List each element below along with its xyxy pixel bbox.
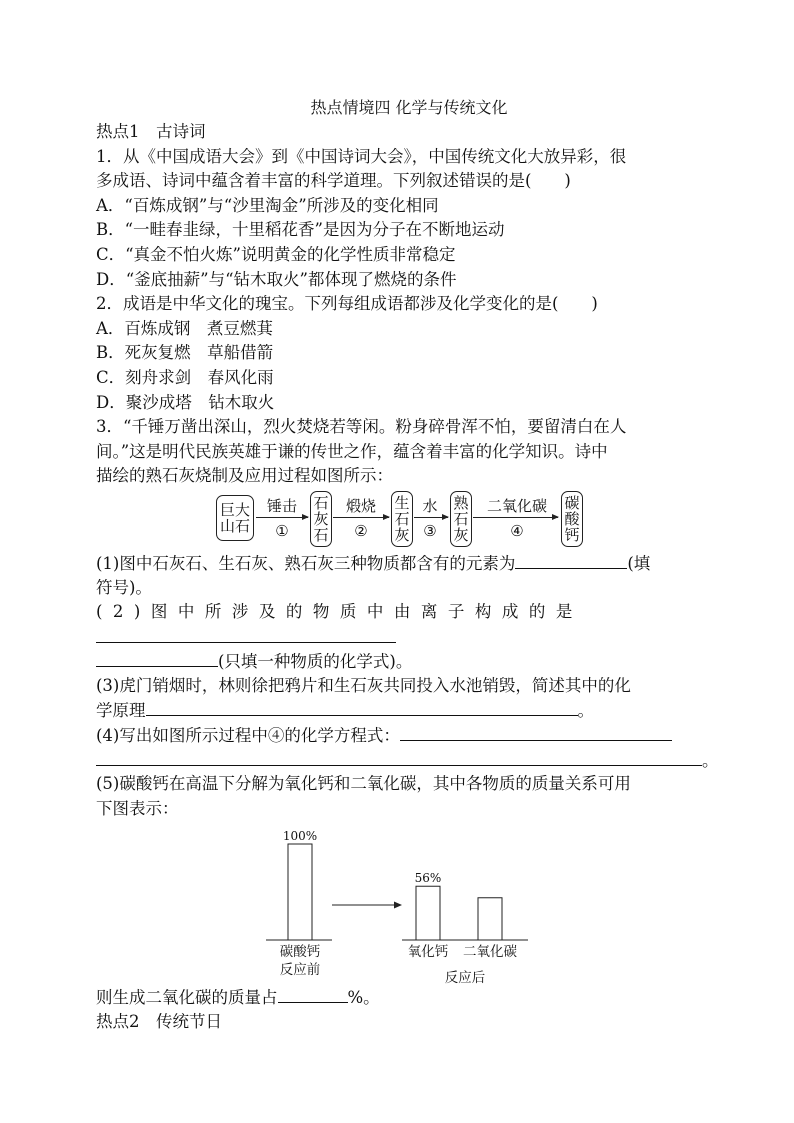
category-label: 碳酸钙 (279, 944, 321, 961)
answer-blank-5[interactable] (278, 985, 348, 1003)
question-text: (4)写出如图所示过程中④的化学方程式： (96, 726, 400, 746)
mass-bar-chart (96, 823, 712, 985)
answer-blank-3[interactable] (146, 698, 578, 716)
step-3-number: ③ (423, 521, 437, 540)
answer-blank-4b[interactable] (96, 748, 702, 766)
flow-box-calcium-carbonate (561, 491, 583, 547)
step-1-label: 锤击 (266, 496, 297, 515)
worksheet (96, 96, 719, 1035)
category-label: 氧化钙 (407, 944, 449, 961)
flow-box-limestone (310, 491, 332, 547)
question-text: (填 (627, 553, 651, 573)
bar-1 (416, 887, 440, 941)
q3-part-4 (96, 723, 712, 748)
q3-stem-line-3: 描绘的熟石灰烧制及应用过程如图所示： (96, 466, 393, 486)
page-title: 热点情境四 化学与传统文化 (310, 98, 508, 117)
box-text: 山石 (219, 516, 250, 535)
q1-option-c: C．“真金不怕火炼”说明黄金的化学性质非常稳定 (96, 244, 456, 264)
step-4-number: ④ (510, 521, 524, 540)
q3-part-3: (3)虎门销烟时，林则徐把鸦片和生石灰共同投入水池销毁，简述其中的化 (96, 675, 631, 695)
mass-chart-svg (96, 823, 712, 985)
q2-option-b: B．死灰复燃 草船借箭 (96, 343, 274, 363)
q3-part-4-cont (96, 748, 719, 773)
group-label-before: 反应前 (279, 962, 321, 979)
q3-stem-line-1: 3．“千锤万凿出深山，烈火焚烧若等闲。粉身碎骨浑不怕，要留清白在人 (96, 417, 627, 437)
box-text: 灰 (394, 525, 410, 544)
answer-blank-2[interactable] (96, 625, 396, 643)
bar-2 (478, 898, 502, 940)
step-2-arrow (333, 517, 389, 518)
reaction-arrow-head (394, 902, 402, 909)
answer-blank-4[interactable] (400, 723, 672, 741)
step-4-label: 二氧化碳 (486, 496, 547, 515)
section-heading-1: 热点1 古诗词 (96, 122, 206, 141)
box-text: 钙 (564, 525, 580, 544)
q3-part-1-cont: 符号)。 (96, 577, 152, 597)
q2-stem: 2．成语是中华文化的瑰宝。下列每组成语都涉及化学变化的是( ) (96, 294, 598, 314)
section-heading-2: 热点2 传统节日 (96, 1012, 222, 1032)
question-text: (1)图中石灰石、生石灰、熟石灰三种物质都含有的元素为 (96, 553, 516, 573)
box-text: 灰 (453, 525, 469, 544)
q2-option-c: C．刻舟求剑 春风化雨 (96, 367, 274, 387)
box-text: 石 (394, 509, 410, 528)
box-text: 石 (313, 525, 329, 544)
flow-box-rock (216, 495, 254, 541)
step-2-label: 煅烧 (345, 496, 376, 515)
step-2-number: ② (354, 521, 368, 540)
q3-part-2: (2)图中所涉及的物质中由离子构成的是 (96, 602, 583, 622)
lime-process-diagram (96, 491, 712, 551)
q3-part-2-blank-line (96, 625, 712, 650)
bar-value-label: 56% (414, 871, 442, 886)
box-text: 石 (453, 509, 469, 528)
step-4-arrow (473, 517, 558, 518)
answer-blank-1[interactable] (515, 551, 627, 569)
q1-stem-line-1: 1．从《中国成语大会》到《中国诗词大会》，中国传统文化大放异彩，很 (96, 146, 627, 166)
step-3-label: 水 (422, 496, 438, 515)
question-text: 。 (577, 701, 594, 721)
question-text: 学原理 (96, 701, 146, 721)
q3-stem-line-2: 间。”这是明代民族英雄于谦的传世之作，蕴含着丰富的化学知识。诗中 (96, 441, 608, 461)
q2-option-a: A．百炼成钢 煮豆燃萁 (96, 318, 273, 338)
box-text: 灰 (313, 509, 329, 528)
box-text: 酸 (564, 509, 580, 528)
bar-value-label: 100% (282, 829, 318, 844)
q3-part-3-cont (96, 698, 712, 723)
q1-option-d: D．“釜底抽薪”与“钻木取火”都体现了燃烧的条件 (96, 269, 457, 289)
box-text: 巨大 (219, 500, 250, 519)
question-text: %。 (347, 988, 380, 1008)
question-text: 则生成二氧化碳的质量占 (96, 988, 278, 1008)
bar-0 (288, 844, 312, 940)
answer-blank-2b[interactable] (96, 649, 218, 667)
question-text: 。 (702, 750, 719, 770)
q3-part-5-cont: 下图表示： (96, 798, 179, 818)
category-label: 二氧化碳 (463, 944, 517, 961)
box-text: 石 (313, 493, 329, 512)
flow-box-quicklime (391, 491, 413, 547)
q1-option-a: A．“百炼成钢”与“沙里淘金”所涉及的变化相同 (96, 195, 439, 215)
box-text: 生 (394, 493, 410, 512)
q3-part-1 (96, 551, 712, 576)
question-text: (只填一种物质的化学式)。 (218, 652, 413, 672)
group-label-after: 反应后 (444, 970, 486, 986)
step-1-number: ① (275, 521, 289, 540)
step-1-arrow (256, 517, 308, 518)
q2-option-d: D．聚沙成塔 钻木取火 (96, 392, 275, 412)
q1-option-b: B．“一畦春韭绿，十里稻花香”是因为分子在不断地运动 (96, 220, 505, 240)
box-text: 碳 (564, 493, 580, 512)
flow-box-slaked-lime (450, 491, 472, 547)
q3-part-5-question (96, 985, 712, 1010)
q3-part-2-cont (96, 649, 712, 674)
q3-part-5: (5)碳酸钙在高温下分解为氧化钙和二氧化碳，其中各物质的质量关系可用 (96, 774, 631, 794)
box-text: 熟 (453, 493, 469, 512)
step-3-arrow (414, 517, 448, 518)
q1-stem-line-2: 多成语、诗词中蕴含着丰富的科学道理。下列叙述错误的是( ) (96, 171, 571, 191)
